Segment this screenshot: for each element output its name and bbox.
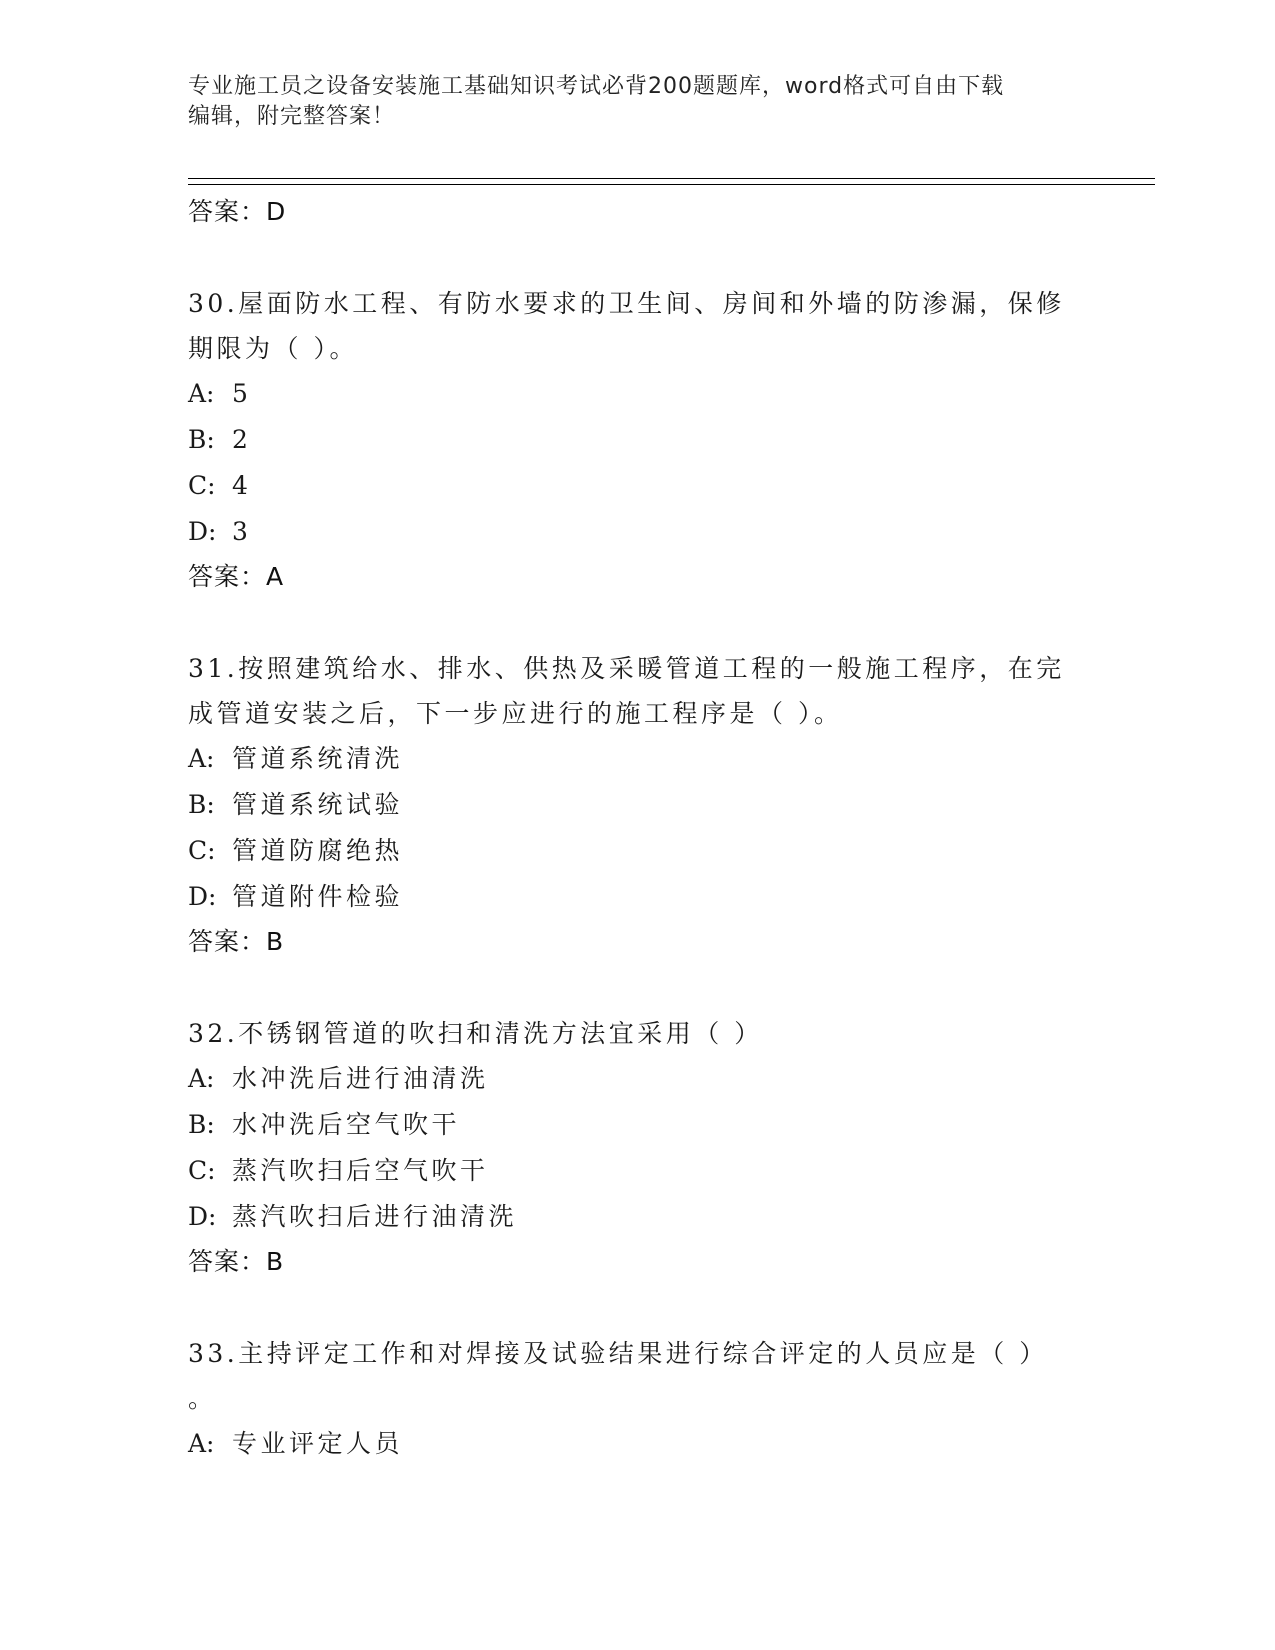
option-key: D: — [188, 1202, 217, 1231]
option-a — [188, 1056, 1088, 1102]
question-text-line: 成管道安装之后，下一步应进行的施工程序是（ ）。 — [188, 699, 843, 728]
option-text: 蒸汽吹扫后空气吹干 — [232, 1156, 489, 1185]
question-30 — [188, 281, 1088, 371]
option-text: 3 — [232, 517, 252, 546]
option-key: A: — [188, 1064, 215, 1093]
option-key: B: — [188, 790, 215, 819]
header-line-2: 编辑，附完整答案！ — [188, 104, 396, 129]
option-key: A: — [188, 1429, 215, 1458]
answer-line: 答案：D — [188, 197, 287, 226]
option-key: C: — [188, 1156, 216, 1185]
answer-line: 答案：B — [188, 927, 285, 956]
option-a — [188, 371, 1088, 417]
option-text: 管道系统试验 — [232, 790, 404, 819]
header-line-1: 专业施工员之设备安装施工基础知识考试必背200题题库，word格式可自由下载 — [188, 74, 1005, 99]
question-text-line: 33.主持评定工作和对焊接及试验结果进行综合评定的人员应是（ ） — [188, 1339, 1048, 1368]
option-c — [188, 463, 1088, 509]
option-a — [188, 736, 1088, 782]
option-text: 5 — [232, 379, 252, 408]
option-key: D: — [188, 517, 217, 546]
option-text: 水冲洗后空气吹干 — [232, 1110, 461, 1139]
option-d — [188, 509, 1088, 555]
option-key: C: — [188, 471, 216, 500]
option-key: B: — [188, 425, 215, 454]
option-key: D: — [188, 882, 217, 911]
question-text-line: 31.按照建筑给水、排水、供热及采暖管道工程的一般施工程序，在完 — [188, 654, 1065, 683]
option-b — [188, 782, 1088, 828]
document-header — [188, 72, 1088, 132]
option-text: 管道系统清洗 — [232, 744, 404, 773]
option-text: 管道附件检验 — [232, 882, 404, 911]
question-33 — [188, 1331, 1088, 1421]
option-text: 管道防腐绝热 — [232, 836, 404, 865]
question-31 — [188, 646, 1088, 736]
option-text: 2 — [232, 425, 252, 454]
question-text-line: 32.不锈钢管道的吹扫和清洗方法宜采用（ ） — [188, 1019, 763, 1048]
option-text: 专业评定人员 — [232, 1429, 404, 1458]
header-rule-top — [188, 178, 1155, 179]
question-text-line: 30.屋面防水工程、有防水要求的卫生间、房间和外墙的防渗漏，保修 — [188, 289, 1065, 318]
option-d — [188, 874, 1088, 920]
question-text-line: 期限为（ ）。 — [188, 334, 358, 363]
option-c — [188, 828, 1088, 874]
answer-line: 答案：A — [188, 562, 285, 591]
answer-line: 答案：B — [188, 1247, 285, 1276]
option-text: 蒸汽吹扫后进行油清洗 — [232, 1202, 518, 1231]
option-d — [188, 1194, 1088, 1240]
option-text: 4 — [232, 471, 252, 500]
option-b — [188, 417, 1088, 463]
question-list — [188, 190, 1088, 1467]
question-text-line: 。 — [188, 1384, 217, 1413]
question-32 — [188, 1011, 1088, 1056]
option-key: A: — [188, 744, 215, 773]
option-a — [188, 1421, 1088, 1467]
option-key: A: — [188, 379, 215, 408]
header-rule-bottom — [188, 184, 1155, 185]
option-key: B: — [188, 1110, 215, 1139]
option-key: C: — [188, 836, 216, 865]
option-c — [188, 1148, 1088, 1194]
option-text: 水冲洗后进行油清洗 — [232, 1064, 489, 1093]
option-b — [188, 1102, 1088, 1148]
